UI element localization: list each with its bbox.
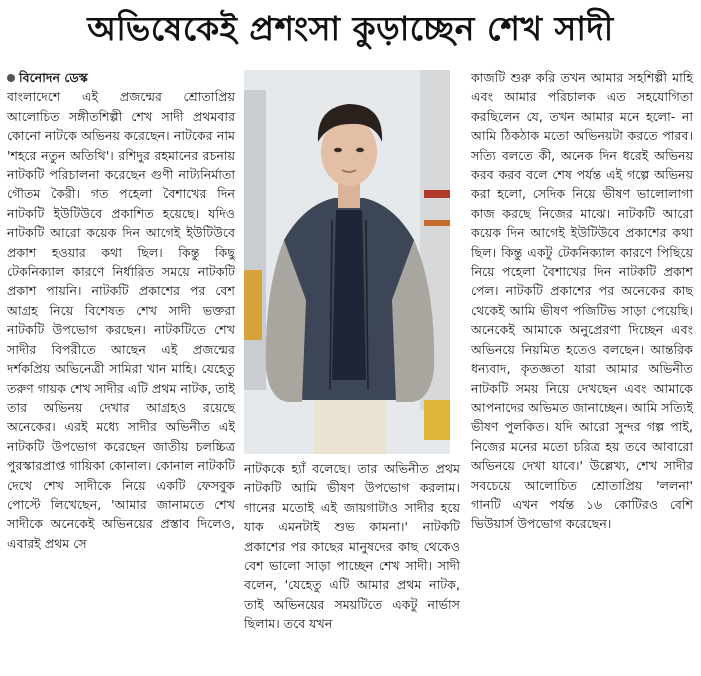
article-column-1: [7, 68, 235, 553]
column-2-text: নাটককে হ্যাঁ বলেছে। তার অভিনীত প্রথম নাটকটি আমি ভীষণ উপভোগ করলাম। গানের মতোই এই জায়গাটাও সাদীর হয়ে যাক এমনটাই শুভ কামনা।' নাটকটি প্রকাশের পর কাছের মানুষদের কাছ থেকেও বেশ ভালো সাড়া পাচ্ছেন শেখ সাদী। সাদী বলেন, 'যেহেতু এটি আমার প্রথম নাটক, তাই অভিনয়ের সময়টিতে একটু নার্ভাস ছিলাম। তবে যখন: [244, 461, 460, 632]
byline: [7, 68, 235, 87]
column-3-text: কাজটি শুরু করি তখন আমার সহশিল্পী মাহি এবং আমার পরিচালক এত সহযোগিতা করছিলেন যে, তখন আমার মনে হলো- না আমি ঠিকঠাক মতো অভিনয়টা করতে পারব। সত্যি বলতে কী, অনেক দিন ধরেই অভিনয় করব করব বলে শেষ পর্যন্ত এই গল্পে অভিনয় করা হলো, সেদিক নিয়ে ভীষণ ভালোলাগা কাজ করছে নিজের মাঝে। নাটকটি আরো কয়েক দিন আগেই ইউটিউবে প্রকাশের কথা ছিল। কিন্তু একটু টেকনিক্যাল কারণে পিছিয়ে নিয়ে পহেলা বৈশাখের দিন নাটকটি প্রকাশ পেল। নাটকটি প্রকাশের পর অনেকের কাছ থেকেই আমি ভীষণ পজিটিভ সাড়া পেয়েছি। অনেকেই আমাকে অনুপ্রেরণা দিচ্ছেন এবং অভিনয়ে নিয়মিত হতেও বলছেন। আন্তরিক ধন্যবাদ, কৃতজ্ঞতা যারা আমার অভিনীত নাটকটি সময় নিয়ে দেখছেন এবং আমাকে আপনাদের অভিমত জানাচ্ছেন। আমি সত্যিই ভীষণ পুলকিত। যদি আরো সুন্দর গল্প পাই, নিজের মনের মতো চরিত্র হয় তবে আবারো অভিনয়ে দেখা যাবে।' উল্লেখ্য, শেখ সাদীর সবচেয়ে আলোচিত শ্রোতাপ্রিয় 'ললনা' গানটি এখন পর্যন্ত ১৬ কোটিরও বেশি ভিউয়ার্স উপভোগ করেছেন।: [471, 70, 693, 532]
byline-text: বিনোদন ডেস্ক: [19, 70, 88, 85]
portrait-photo: [244, 70, 450, 454]
headline: অভিষেকেই প্রশংসা কুড়াচ্ছেন শেখ সাদী: [87, 9, 614, 48]
article-column-3: [471, 68, 693, 534]
portrait-illustration: [244, 70, 450, 454]
bullet-icon: [7, 74, 15, 82]
article-column-2: [244, 459, 460, 634]
column-1-text: বাংলাদেশে এই প্রজন্মের শ্রোতাপ্রিয় আলোচিত সঙ্গীতশিল্পী শেখ সাদী প্রথমবার কোনো নাটকে অভিনয় করেছেন। নাটকের নাম 'শহরে নতুন অতিথি'। রশিদুর রহমানের রচনায় নাটকটি পরিচালনা করেছেন গুণী নাট্যনির্মাতা গৌতম কৈরী। গত পহেলা বৈশাখের দিন নাটকটি ইউটিউবে প্রকাশিত হয়েছে। যদিও নাটকটি আরো কয়েক দিন আগেই ইউটিউবে প্রকাশ হওয়ার কথা ছিল। কিন্তু কিছু টেকনিক্যাল কারণে নির্ধারিত সময়ে নাটকটি প্রকাশ পায়নি। নাটকটি প্রকাশের পর বেশ আগ্রহ নিয়ে বিশেষত শেখ সাদী ভক্তরা নাটকটি উপভোগ করছেন। নাটকটিতে শেখ সাদীর বিপরীতে আছেন এই প্রজন্মের দর্শকপ্রিয় অভিনেত্রী সামিরা খান মাহি। যেহেতু তরুণ গায়ক শেখ সাদীর এটি প্রথম নাটক, তাই তার অভিনয় দেখার আগ্রহও রয়েছে অনেকের। এরই মধ্যে সাদীর অভিনীত এই নাটকটি উপভোগ করেছেন জাতীয় চলচ্চিত্র পুরস্কারপ্রাপ্ত গায়িকা কোনাল। কোনাল নাটকটি দেখে শেখ সাদীকে নিয়ে একটি ফেসবুক পোস্টে লিখেছেন, 'আমার জানামতে শেখ সাদীকে অনেকেই অভিনয়ের প্রস্তাব দিলেও, এবারই প্রথম সে: [7, 89, 235, 551]
